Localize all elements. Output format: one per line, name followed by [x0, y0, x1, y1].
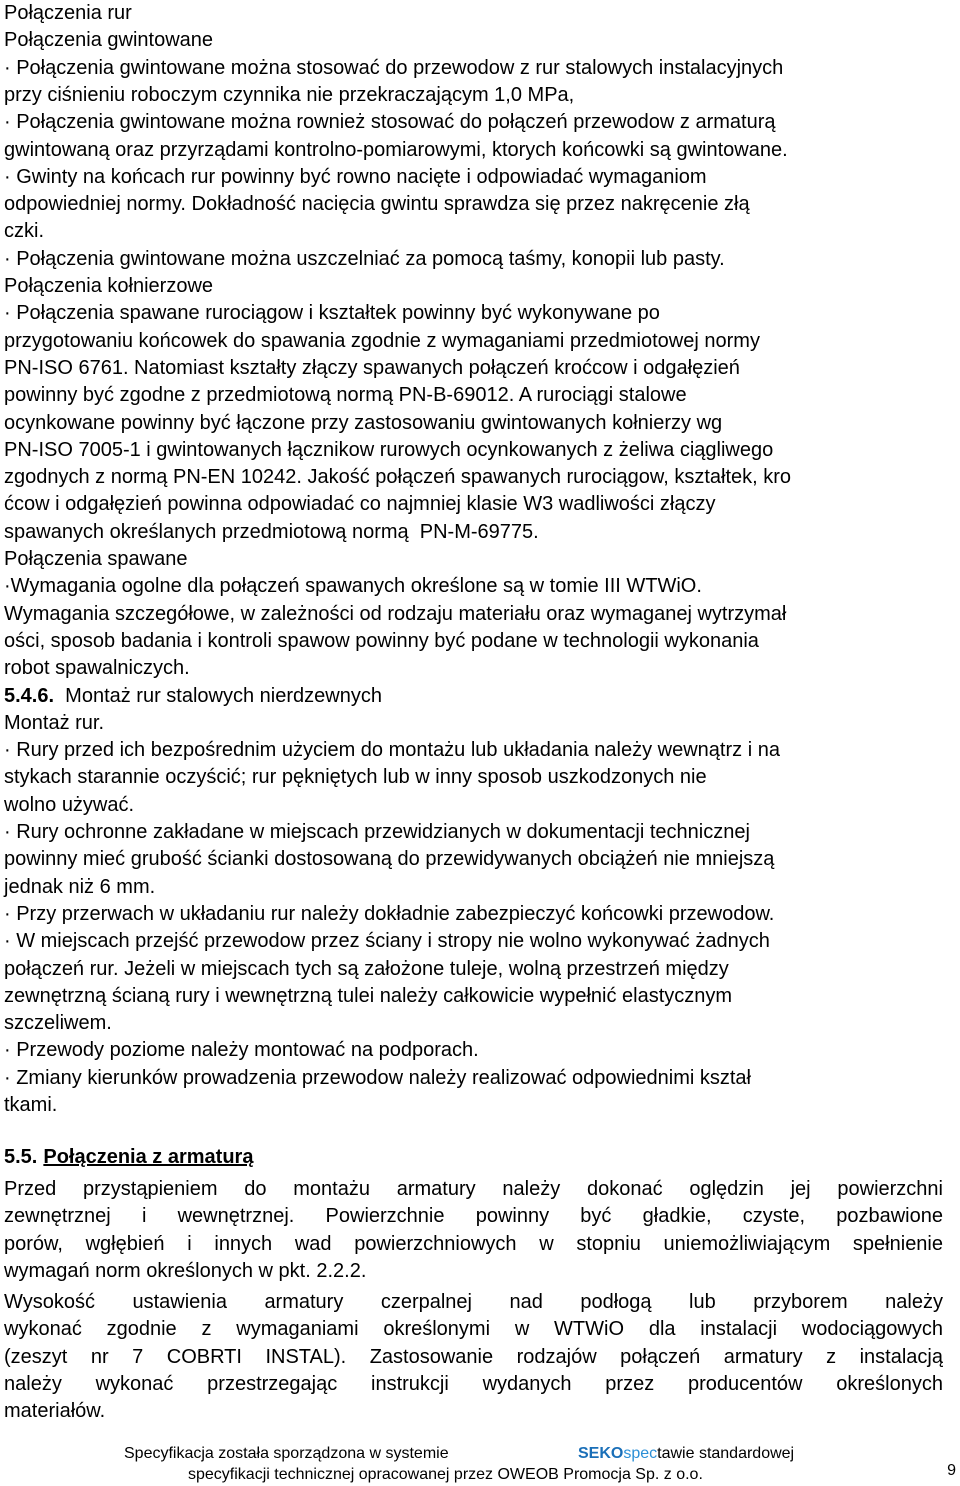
text-line: zgodnych z normą PN-EN 10242. Jakość połączeń spawanych rurociągow, kształtek, kro: [4, 466, 792, 489]
text-line: jednak niż 6 mm.: [4, 875, 156, 898]
text-line: szczeliwem.: [4, 1012, 112, 1035]
text-line: Połączenia kołnierzowe: [4, 275, 214, 297]
paragraph-line: wymagań norm określonych w pkt. 2.2.2.: [4, 1259, 367, 1282]
section-heading: [4, 1144, 253, 1171]
paragraph-line: należy wykonać przestrzegając instrukcji wydanych przez producentów określonych: [4, 1372, 943, 1395]
text-line: ·Wymagania ogolne dla połączeń spawanych określone są w tomie III WTWiO.: [4, 575, 702, 598]
paragraph-line: Wysokość ustawienia armatury czerpalnej nad podłogą lub przyborem należy: [4, 1291, 943, 1313]
text-line: powinny być zgodne z przedmiotową normą PN-B-69012. A rurociągi stalowe: [4, 384, 687, 407]
text-line: PN-ISO 6761. Natomiast kształty złączy spawanych połączeń kroćcow i odgałęzień: [4, 356, 740, 379]
footer-line-1-prefix: Specyfikacja została sporządzona w systemie: [124, 1445, 449, 1462]
logo-part-b: spec: [623, 1445, 658, 1462]
text-line: powinny mieć grubość ścianki dostosowaną do przewidywanych obciążeń nie mniejszą: [4, 848, 775, 871]
text-line: ości, sposob badania i kontroli spawow powinny być podane w technologii wykonania: [4, 629, 759, 652]
text-line: przygotowaniu końcowek do spawania zgodnie z wymaganiami przedmiotowej normy: [4, 329, 760, 352]
subsection-title: Montaż rur stalowych nierdzewnych: [54, 684, 382, 707]
text-line: · Rury przed ich bezpośrednim użyciem do montażu lub układania należy wewnątrz i na: [4, 739, 780, 762]
paragraph-line: wykonać zgodnie z wymaganiami określonymi w WTWiO dla instalacji wodociągowych: [4, 1318, 943, 1341]
text-line: · Połączenia spawane rurociągow i kształtek powinny być wykonywane po: [4, 302, 660, 325]
text-line: · Przewody poziome należy montować na podporach.: [4, 1039, 479, 1062]
text-line: Połączenia spawane: [4, 548, 188, 570]
text-line: robot spawalniczych.: [4, 657, 190, 680]
section-title: Połączenia z armaturą: [43, 1146, 254, 1168]
text-line: wolno używać.: [4, 793, 135, 816]
text-line: PN-ISO 7005-1 i gwintowanych łącznikow rurowych ocynkowanych z żeliwa ciągliwego: [4, 438, 774, 461]
page-number: 9: [947, 1462, 956, 1479]
subsection-number: 5.4.6.: [4, 684, 55, 707]
paragraph-line: (zeszyt nr 7 COBRTI INSTAL). Zastosowanie rodzajów połączeń armatury z instalacją: [4, 1345, 943, 1368]
paragraph-line: materiałów.: [4, 1400, 106, 1423]
text-line: · Przy przerwach w układaniu rur należy dokładnie zabezpieczyć końcowki przewodow.: [4, 902, 775, 925]
footer-line-1-suffix: tawie standardowej: [657, 1445, 795, 1462]
text-line: tkami.: [4, 1094, 58, 1116]
paragraph-line: zewnętrznej i wewnętrznej. Powierzchnie powinny być gładkie, czyste, pozbawione: [4, 1205, 943, 1228]
text-line: połączeń rur. Jeżeli w miejscach tych są założone tuleje, wolną przestrzeń między: [4, 957, 729, 980]
paragraph-line: Przed przystąpieniem do montażu armatury należy dokonać oględzin jej powierzchni: [4, 1178, 943, 1200]
text-line: Wymagania szczegółowe, w zależności od rodzaju materiału oraz wymaganej wytrzymał: [4, 602, 787, 625]
text-line: Połączenia rur: [4, 2, 132, 24]
text-line: · Zmiany kierunków prowadzenia przewodow należy realizować odpowiednimi kształ: [4, 1066, 752, 1089]
paragraph-line: porów, wgłębień i innych wad powierzchniowych w stopniu uniemożliwiającym spełnienie: [4, 1232, 943, 1255]
text-line: stykach starannie oczyścić; rur pękniętych lub w inny sposob uszkodzonych nie: [4, 766, 707, 789]
text-line: · W miejscach przejść przewodow przez ściany i stropy nie wolno wykonywać żadnych: [4, 930, 770, 953]
page-footer: [0, 1440, 960, 1486]
text-line: czki.: [4, 220, 44, 243]
text-line: [4, 683, 382, 710]
text-line: gwintowaną oraz przyrządami kontrolno-pomiarowymi, ktorych końcowki są gwintowane.: [4, 138, 788, 161]
text-line: Montaż rur.: [4, 711, 105, 734]
text-line: przy ciśnieniu roboczym czynnika nie przekraczającym 1,0 MPa,: [4, 83, 575, 106]
text-line: · Gwinty na końcach rur powinny być rowno nacięte i odpowiadać wymaganiom: [4, 165, 707, 188]
text-line: · Połączenia gwintowane można uszczelniać za pomocą taśmy, konopii lub pasty.: [4, 247, 725, 270]
text-line: Połączenia gwintowane: [4, 29, 214, 52]
sekospec-logo: [578, 1444, 794, 1464]
section-number: 5.5.: [4, 1146, 38, 1168]
text-line: spawanych określanych przedmiotową normą PN-M-69775.: [4, 520, 539, 543]
footer-line-2: specyfikacji technicznej opracowanej przez OWEOB Promocja Sp. z o.o.: [188, 1466, 703, 1483]
text-line: · Połączenia gwintowane można rownież stosować do połączeń przewodow z armaturą: [4, 111, 776, 134]
text-line: ćcow i odgałęzień powinna odpowiadać co najmniej klasie W3 wadliwości złączy: [4, 493, 716, 516]
text-line: zewnętrzną ścianą rury i wewnętrzną tulei należy całkowicie wypełnić elastycznym: [4, 984, 733, 1007]
logo-part-a: SEKO: [578, 1445, 624, 1462]
text-line: ocynkowane powinny być łączone przy zastosowaniu gwintowanych kołnierzy wg: [4, 411, 723, 434]
text-line: · Rury ochronne zakładane w miejscach przewidzianych w dokumentacji technicznej: [4, 821, 750, 843]
text-line: odpowiedniej normy. Dokładność nacięcia gwintu sprawdza się przez nakręcenie złą: [4, 193, 750, 216]
text-line: · Połączenia gwintowane można stosować do przewodow z rur stalowych instalacyjnych: [4, 56, 784, 79]
